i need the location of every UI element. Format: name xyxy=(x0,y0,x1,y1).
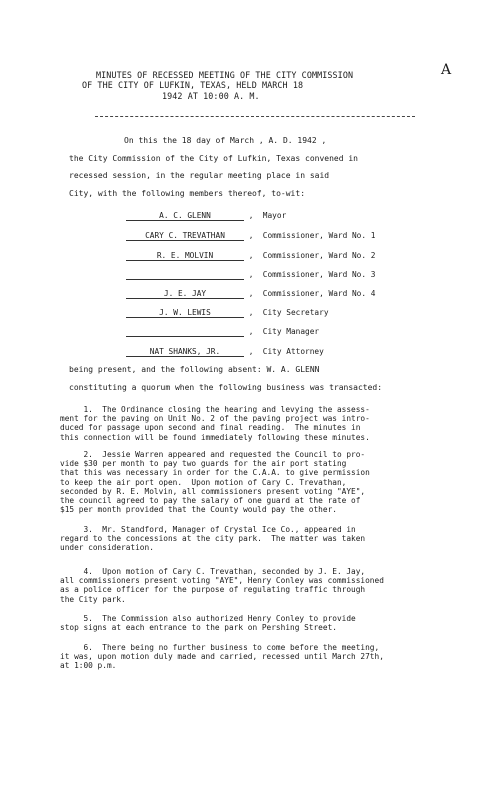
minutes-paragraph-3: 3. Mr. Standford, Manager of Crystal Ice Co., appeared in regard to the concessions at the city park. The matter was taken under consideration. xyxy=(60,525,366,553)
quorum-line: constituting a quorum when the following business was transacted: xyxy=(69,383,383,392)
corner-mark: A xyxy=(441,62,452,78)
intro-line-3: recessed session, in the regular meeting place in said xyxy=(69,171,330,180)
member-row: , City Manager xyxy=(126,327,319,337)
minutes-paragraph-5: 5. The Commission also authorized Henry Conley to provide stop signs at each entrance to the park on Pershing Street. xyxy=(60,614,356,633)
member-title: City Manager xyxy=(262,327,320,336)
intro-line-1: On this the 18 day of March , A. D. 1942 , xyxy=(124,136,327,145)
member-title: Commissioner, Ward No. 3 xyxy=(262,270,376,279)
header-line-1: MINUTES OF RECESSED MEETING OF THE CITY COMMISSION xyxy=(96,70,354,80)
minutes-paragraph-4: 4. Upon motion of Cary C. Trevathan, seconded by J. E. Jay, all commissioners present voting "AYE", Henry Conley was commissioned as a police officer for the purpose of regulating traffic through the City park. xyxy=(60,567,384,604)
member-title: City Secretary xyxy=(262,308,329,317)
member-row: CARY C. TREVATHAN , Commissioner, Ward No. 1 xyxy=(126,231,375,241)
member-name xyxy=(126,327,244,337)
member-name: NAT SHANKS, JR. xyxy=(126,347,244,357)
member-name xyxy=(126,270,244,280)
member-name: CARY C. TREVATHAN xyxy=(126,231,244,241)
absent-line: being present, and the following absent: W. A. GLENN xyxy=(69,365,320,374)
header-line-3: 1942 AT 10:00 A. M. xyxy=(162,91,260,101)
member-name: R. E. MOLVIN xyxy=(126,251,244,261)
member-title: Commissioner, Ward No. 2 xyxy=(262,251,376,260)
intro-line-2: the City Commission of the City of Lufkin, Texas convened in xyxy=(69,154,358,163)
minutes-paragraph-2: 2. Jessie Warren appeared and requested the Council to pro- vide $30 per month to pay two guards for the air port stating that this was necessary in order for the C.A.A. to give permission to keep the air port open. Upon motion of Cary C. Trevathan, seconded by R. E. Molvin, all commissioners present voting "AYE", the council agreed to pay the salary of one guard at the rate of $15 per month provided that the County would pay the other. xyxy=(60,450,370,515)
member-row: J. W. LEWIS , City Secretary xyxy=(126,308,329,318)
header-divider xyxy=(95,116,415,117)
member-row: R. E. MOLVIN , Commissioner, Ward No. 2 xyxy=(126,251,375,261)
member-row: J. E. JAY , Commissioner, Ward No. 4 xyxy=(126,289,375,299)
member-name: J. W. LEWIS xyxy=(126,308,244,318)
member-row: NAT SHANKS, JR. , City Attorney xyxy=(126,347,324,357)
member-title: Commissioner, Ward No. 1 xyxy=(262,231,376,240)
member-row: A. C. GLENN , Mayor xyxy=(126,211,286,221)
member-title: Mayor xyxy=(262,211,287,220)
intro-line-4: City, with the following members thereof, to-wit: xyxy=(69,189,306,198)
header-line-2: OF THE CITY OF LUFKIN, TEXAS, HELD MARCH 18 xyxy=(82,80,304,90)
member-name: A. C. GLENN xyxy=(126,211,244,221)
minutes-paragraph-1: 1. The Ordinance closing the hearing and levying the assess- ment for the paving on Unit No. 2 of the paving project was intro- duced for passage upon second and final reading. The minutes in this connection will be found immediately following these minutes. xyxy=(60,405,370,442)
member-title: City Attorney xyxy=(262,347,324,356)
member-row: , Commissioner, Ward No. 3 xyxy=(126,270,375,280)
member-title: Commissioner, Ward No. 4 xyxy=(262,289,376,298)
member-name: J. E. JAY xyxy=(126,289,244,299)
minutes-paragraph-6: 6. There being no further business to come before the meeting, it was, upon motion duly made and carried, recessed until March 27th, at 1:00 p.m. xyxy=(60,643,384,671)
